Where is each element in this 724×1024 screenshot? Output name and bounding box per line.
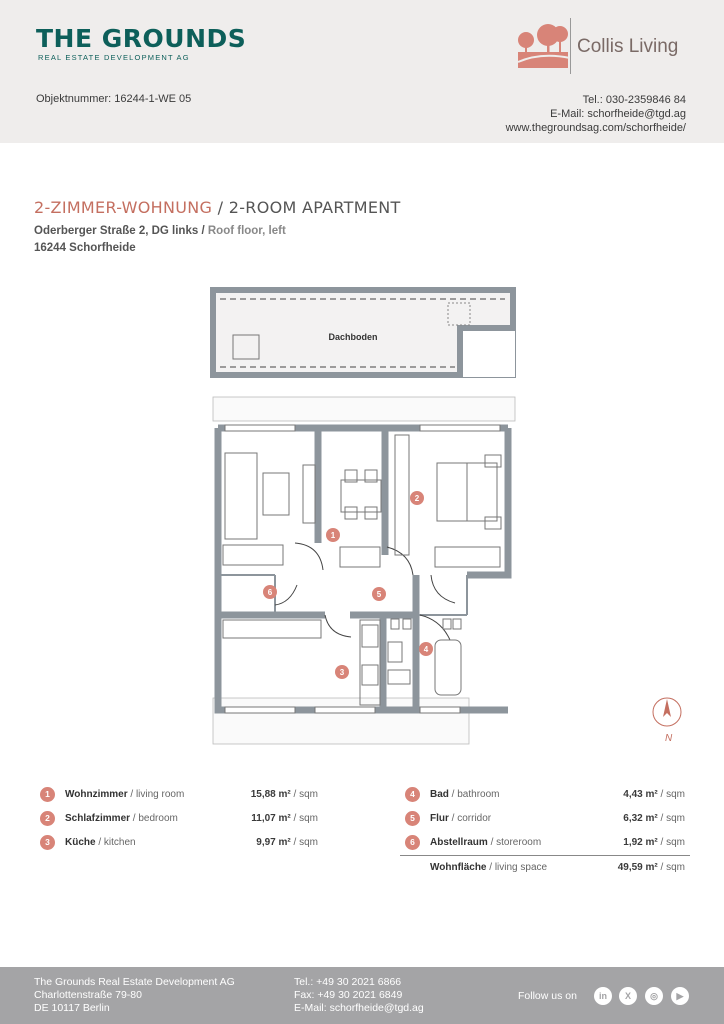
header-phone: Tel.: 030-2359846 84 — [582, 94, 686, 106]
legend-badge-2: 2 — [40, 811, 55, 826]
linkedin-icon[interactable]: in — [594, 987, 612, 1005]
youtube-icon[interactable]: ▶ — [671, 987, 689, 1005]
logo-divider — [570, 18, 571, 74]
room-marker-6-label: 6 — [267, 588, 273, 597]
legend-area-1: 15,88 m² / sqm — [250, 789, 318, 800]
title-separator: / — [212, 198, 229, 217]
street-separator: / — [198, 225, 208, 237]
page-header — [0, 0, 724, 143]
header-website[interactable]: www.thegroundsag.com/schorfheide/ — [505, 122, 686, 134]
legend-area-3: 9,97 m² / sqm — [256, 837, 318, 848]
legend-name-5: Flur / corridor — [430, 813, 492, 824]
legend-name-3: Küche / kitchen — [65, 837, 136, 848]
footer-email[interactable]: E-Mail: schorfheide@tgd.ag — [294, 1002, 424, 1014]
partner-name: Collis Living — [577, 36, 679, 57]
interior-walls — [218, 575, 467, 615]
brand-subtitle: REAL ESTATE DEVELOPMENT AG — [38, 53, 190, 62]
room-marker-4-label: 4 — [423, 645, 429, 654]
room-marker-1-label: 1 — [330, 531, 336, 540]
legend-badge-6: 6 — [405, 835, 420, 850]
room-marker-5-label: 5 — [376, 590, 382, 599]
kitchen-bath-fixtures — [223, 619, 461, 705]
footer-tel: Tel.: +49 30 2021 6866 — [294, 976, 402, 988]
legend-badge-5: 5 — [405, 811, 420, 826]
legend-row-5 — [405, 811, 688, 827]
total-area: 49,59 m² / sqm — [617, 862, 685, 873]
legend-row-4 — [405, 787, 688, 803]
street-text: Oderberger Straße 2, DG links — [34, 225, 199, 237]
legend-name-4: Bad / bathroom — [430, 789, 500, 800]
room-marker-3-label: 3 — [339, 668, 345, 677]
legend-badge-4: 4 — [405, 787, 420, 802]
legend-row-1 — [40, 787, 320, 803]
legend-name-1: Wohnzimmer / living room — [65, 789, 185, 800]
legend-row-2 — [40, 811, 320, 827]
address-city: 16244 Schorfheide — [34, 242, 136, 254]
legend-area-5: 6,32 m² / sqm — [623, 813, 685, 824]
living-room-furniture — [223, 453, 381, 567]
legend-total-row — [405, 860, 688, 876]
legend-row-3 — [40, 835, 320, 851]
apartment-walls — [218, 428, 508, 710]
legend-name-2: Schlafzimmer / bedroom — [65, 813, 178, 824]
follow-label: Follow us on — [518, 990, 577, 1002]
xing-icon[interactable]: X — [619, 987, 637, 1005]
attic-label: Dachboden — [328, 332, 378, 342]
page-footer — [0, 967, 724, 1024]
total-divider — [400, 855, 690, 856]
floor-plan — [205, 285, 695, 750]
roof-hatching — [213, 397, 515, 744]
room-marker-2-label: 2 — [414, 494, 420, 503]
footer-address — [34, 976, 235, 1015]
floor-english: Roof floor, left — [207, 225, 286, 237]
header-email[interactable]: E-Mail: schorfheide@tgd.ag — [550, 108, 686, 120]
collis-tree-logo-icon — [516, 22, 572, 70]
legend-area-4: 4,43 m² / sqm — [623, 789, 685, 800]
title-german: 2-ZIMMER-WOHNUNG — [34, 198, 213, 217]
footer-street: Charlottenstraße 79-80 — [34, 989, 142, 1001]
object-number: Objektnummer: 16244-1-WE 05 — [36, 93, 192, 105]
footer-contact — [294, 976, 424, 1015]
legend-badge-1: 1 — [40, 787, 55, 802]
page-title — [34, 198, 401, 217]
north-arrow-icon — [653, 698, 681, 744]
legend-badge-3: 3 — [40, 835, 55, 850]
address-street — [34, 225, 286, 237]
legend-area-2: 11,07 m² / sqm — [251, 813, 318, 824]
title-english: 2-ROOM APARTMENT — [228, 198, 401, 217]
total-name: Wohnfläche / living space — [430, 862, 548, 873]
legend-name-6: Abstellraum / storeroom — [430, 837, 542, 848]
footer-city: DE 10117 Berlin — [34, 1002, 110, 1014]
north-label: N — [665, 733, 673, 744]
instagram-icon[interactable]: ◎ — [645, 987, 663, 1005]
attic-plan — [213, 290, 515, 377]
header-contact — [506, 93, 686, 135]
footer-fax: Fax: +49 30 2021 6849 — [294, 989, 403, 1001]
footer-company: The Grounds Real Estate Development AG — [34, 976, 235, 988]
brand-title: THE GROUNDS — [36, 24, 247, 53]
legend-row-6 — [405, 835, 688, 851]
legend-area-6: 1,92 m² / sqm — [623, 837, 685, 848]
